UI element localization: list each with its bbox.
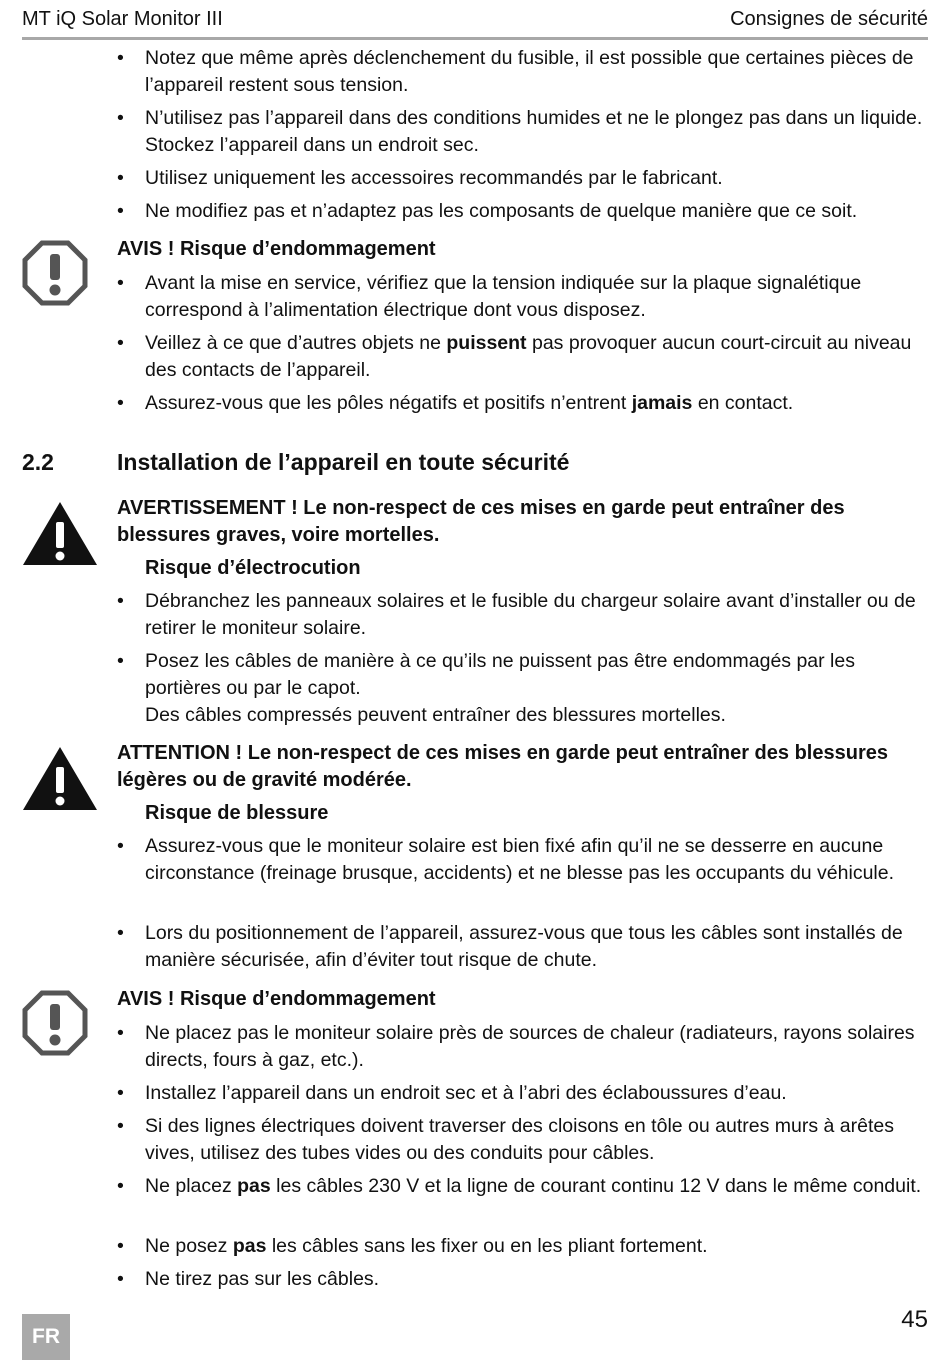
page-number: 45: [901, 1306, 928, 1333]
caution-heading: ATTENTION ! Le non-respect de ces mises en garde peut entraîner des blessures légères ou de gravité modérée.: [117, 742, 888, 791]
list-item: • Ne placez pas les câbles 230 V et la ligne de courant continu 12 V dans le même conduit.: [117, 1175, 922, 1197]
page-header: [22, 6, 928, 36]
list-item: • Lors du positionnement de l’appareil, assurez-vous que tous les câbles sont installés de manière sécurisée, afin d’éviter tout risque de chute.: [117, 922, 903, 971]
list-item: • Utilisez uniquement les accessoires recommandés par le fabricant.: [117, 167, 723, 189]
warning-triangle-icon: [22, 745, 98, 811]
list-item: • Assurez-vous que le moniteur solaire est bien fixé afin qu’il ne se desserre en aucune circonstance (freinage brusque, accidents) et ne blesse pas les occupants du véhicule.: [117, 835, 895, 884]
notice-heading: AVIS ! Risque d’endommagement: [117, 988, 436, 1010]
caution-subheading: Risque de blessure: [145, 802, 329, 824]
notice-octagon-icon: [22, 240, 88, 306]
warning-triangle-icon: [22, 500, 98, 566]
warning-heading: AVERTISSEMENT ! Le non-respect de ces mises en garde peut entraîner des blessures graves, voire mortelles.: [117, 497, 845, 546]
list-item: • Notez que même après déclenchement du fusible, il est possible que certaines pièces de l’appareil restent sous tension.: [117, 47, 914, 96]
header-chapter-title: Consignes de sécurité: [730, 8, 928, 30]
list-item: • Ne modifiez pas et n’adaptez pas les composants de quelque manière que ce soit.: [117, 200, 858, 222]
language-badge: FR: [22, 1314, 70, 1360]
notice-heading: AVIS ! Risque d’endommagement: [117, 238, 436, 260]
list-item: • Si des lignes électriques doivent traverser des cloisons en tôle ou autres murs à arêtes vives, utilisez des tubes vides ou des conduits pour câbles.: [117, 1115, 894, 1164]
list-item: • Ne posez pas les câbles sans les fixer ou en les pliant fortement.: [117, 1235, 708, 1257]
list-item: • Veillez à ce que d’autres objets ne puissent pas provoquer aucun court-circuit au niveau des contacts de l’appareil.: [117, 332, 912, 381]
warning-subheading: Risque d’électrocution: [145, 557, 361, 579]
list-item: • Débranchez les panneaux solaires et le fusible du chargeur solaire avant d’installer ou de retirer le moniteur solaire.: [117, 590, 916, 639]
list-item: • Avant la mise en service, vérifiez que la tension indiquée sur la plaque signalétique correspond à l’alimentation électrique dont vous disposez.: [117, 272, 862, 321]
header-product-title: MT iQ Solar Monitor III: [22, 8, 223, 30]
list-item: • Ne placez pas le moniteur solaire près de sources de chaleur (radiateurs, rayons solaires directs, fours à gaz, etc.).: [117, 1022, 915, 1071]
header-rule: [22, 37, 928, 40]
list-item: • Posez les câbles de manière à ce qu’ils ne puissent pas être endommagés par les portières ou par le capot. Des câbles compressés peuvent entraîner des blessures mortelles.: [117, 650, 855, 726]
section-number: 2.2: [22, 449, 54, 475]
notice-octagon-icon: [22, 990, 88, 1056]
list-item: • N’utilisez pas l’appareil dans des conditions humides et ne le plongez pas dans un liquide. Stockez l’appareil dans un endroit sec.: [117, 107, 923, 156]
list-item: • Assurez-vous que les pôles négatifs et positifs n’entrent jamais en contact.: [117, 392, 794, 414]
list-item: • Ne tirez pas sur les câbles.: [117, 1268, 380, 1290]
section-title: Installation de l’appareil en toute sécurité: [117, 449, 570, 475]
list-item: • Installez l’appareil dans un endroit sec et à l’abri des éclaboussures d’eau.: [117, 1082, 787, 1104]
